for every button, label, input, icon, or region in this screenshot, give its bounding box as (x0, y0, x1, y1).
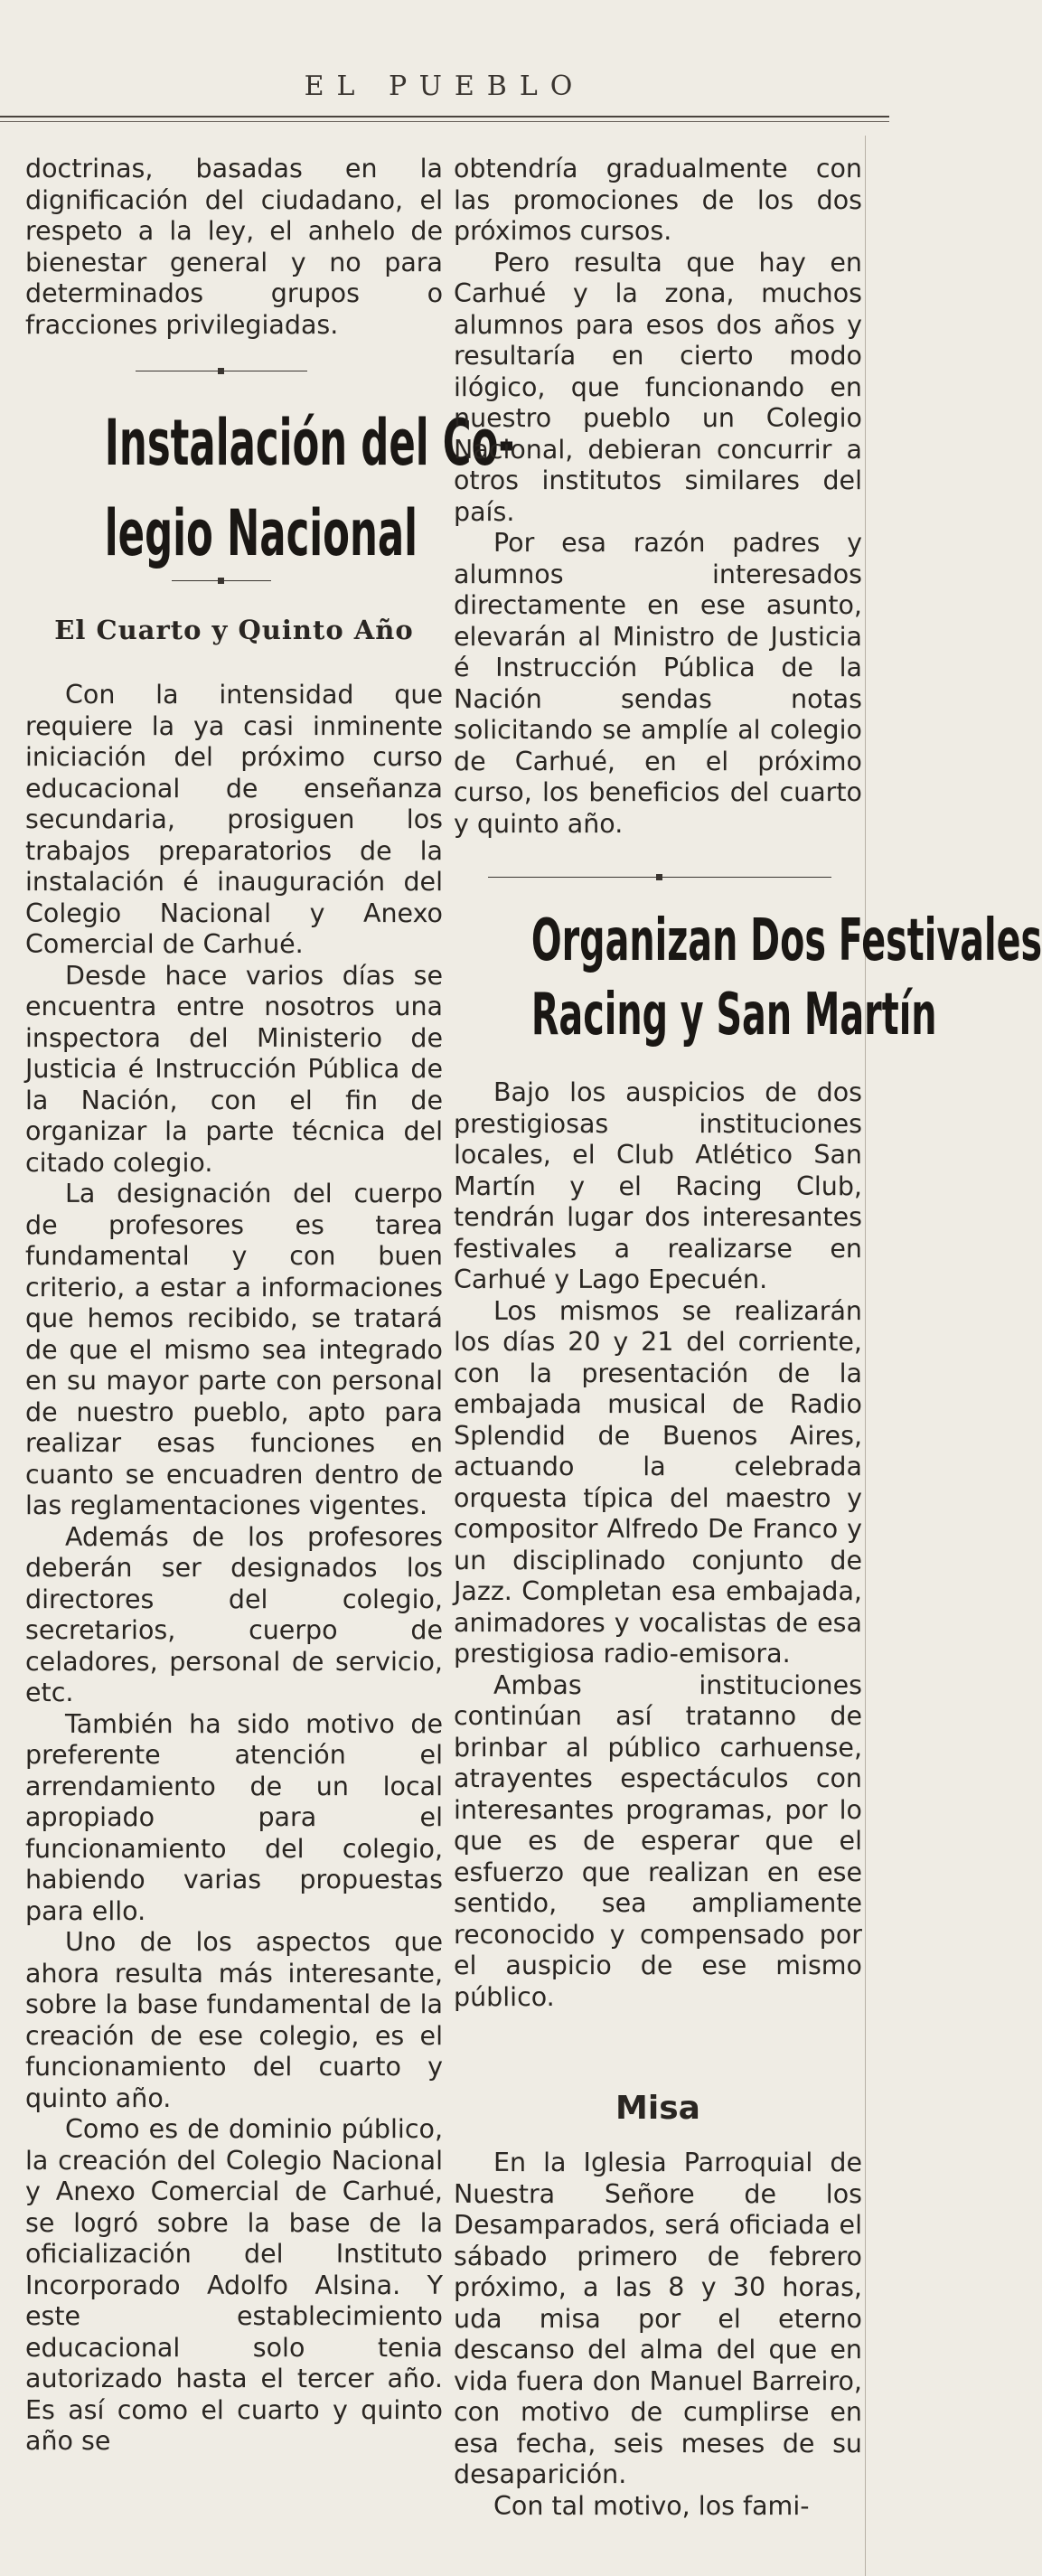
masthead: EL PUEBLO (304, 71, 586, 102)
headline-festivales-line1: Organizan Dos Festivales (530, 907, 1042, 974)
intro-paragraph: doctrinas, basadas en la dignificación del ciudadano, el respeto a la ley, el anhelo de bienestar general y no para determinados grupos o fracciones privilegiadas. (25, 154, 443, 340)
paragraph: Como es de dominio público, la creación del Colegio Nacional y Anexo Comercial de Carhué, se logró sobre la base de la oficialización del Instituto Incorporado Adolfo Alsina. Y este establecimiento educacional solo tenia autorizado hasta el tercer año. Es así como el cuarto y quinto año se (25, 2114, 443, 2456)
headline-festivales-line2: Racing y San Martín (530, 982, 937, 1048)
masthead-rule-thin (0, 121, 889, 122)
right-column-divider (865, 136, 866, 2576)
paragraph: La designación del cuerpo de profesores es tarea fundamental y con buen criterio, a estar a informaciones que hemos recibido, se tratará de que el mismo sea integrado en su mayor parte con personal de nuestro pueblo, apto para realizar esas funciones en cuanto se encuadren dentro de las reglamentaciones vigentes. (25, 1179, 443, 1520)
headline-colegio-line1: Instalación del Co- (104, 406, 515, 480)
separator-2-dot (218, 578, 224, 584)
paragraph: Pero resulta que hay en Carhué y la zona, muchos alumnos para esos dos años y resultaría en cierto modo ilógico, que funcionando en nuestro pueblo un Colegio Nacional, debieran concurrir a otros institutos similares del país. (454, 247, 862, 527)
separator-1-dot (218, 368, 224, 374)
article-misa-body (454, 2148, 862, 2522)
paragraph: Los mismos se realizarán los días 20 y 21 del corriente, con la presentación de la embajada musical de Radio Splendid de Buenos Aires, actuando la celebrada orquesta típica del maestro y compositor Alfredo De Franco y un disciplinado conjunto de Jazz. Completan esa embajada, animadores y vocalistas de esa prestigiosa radio-emisora. (454, 1295, 862, 1669)
paragraph: Con tal motivo, los fami- (493, 2490, 810, 2521)
left-column-intro (25, 154, 443, 341)
article-festivales-body (454, 1077, 862, 2013)
paragraph: Uno de los aspectos que ahora resulta más interesante, sobre la base fundamental de la creación de ese colegio, es el funcionamiento del cuarto y quinto año. (25, 1927, 443, 2113)
paragraph: Ambas instituciones continúan así tratanno de brinbar al público carhuense, atrayentes espectáculos con interesantes programas, por lo que es de esperar que el esfuerzo que realizan en ese sentido, sea ampliamente reconocido y compensado por el auspicio de ese mismo público. (454, 1669, 862, 2012)
paragraph: También ha sido motivo de preferente atención el arrendamiento de un local apropiado para el funcionamiento del colegio, habiendo varias propuestas para ello. (25, 1708, 443, 1926)
article-subheading: El Cuarto y Quinto Año (54, 615, 414, 645)
headline-misa: Misa (615, 2090, 700, 2127)
paragraph: Además de los profesores deberán ser designados los directores del colegio, secretarios, cuerpo de celadores, personal de servicio, etc. (25, 1521, 443, 1707)
separator-3-dot (656, 874, 662, 880)
paragraph: Bajo los auspicios de dos prestigiosas instituciones locales, el Club Atlético San Martín y el Racing Club, tendrán lugar dos interesantes festivales a realizarse en Carhué y Lago Epecuén. (454, 1077, 862, 1294)
paragraph: Desde hace varios días se encuentra entre nosotros una inspectora del Ministerio de Justicia é Instrucción Pública de la Nación, con el fin de organizar la parte técnica del citado colegio. (25, 960, 443, 1178)
headline-colegio-line2: legio Nacional (104, 496, 418, 570)
masthead-rule (0, 116, 889, 118)
paragraph: Con la intensidad que requiere la ya casi inminente iniciación del próximo curso educacional de enseñanza secundaria, prosiguen los trabajos preparatorios de la instalación é inauguración del Colegio Nacional y Anexo Comercial de Carhué. (25, 680, 443, 959)
paragraph: En la Iglesia Parroquial de Nuestra Señore de los Desamparados, será oficiada el sábado primero de febrero próximo, a las 8 y 30 horas, uda misa por el eterno descanso del alma del que en vida fuera don Manuel Barreiro, con motivo de cumplirse en esa fecha, seis meses de su desaparición. (454, 2148, 862, 2489)
middle-column-continuation (454, 154, 862, 840)
paragraph: obtendría gradualmente con las promociones de los dos próximos cursos. (454, 154, 862, 246)
paragraph: Por esa razón padres y alumnos interesados directamente en ese asunto, elevarán al Ministro de Justicia é Instrucción Pública de la Nación sendas notas solicitando se amplíe al colegio de Carhué, en el próximo curso, los beneficios del cuarto y quinto año. (454, 528, 862, 839)
article-colegio-body (25, 680, 443, 2458)
